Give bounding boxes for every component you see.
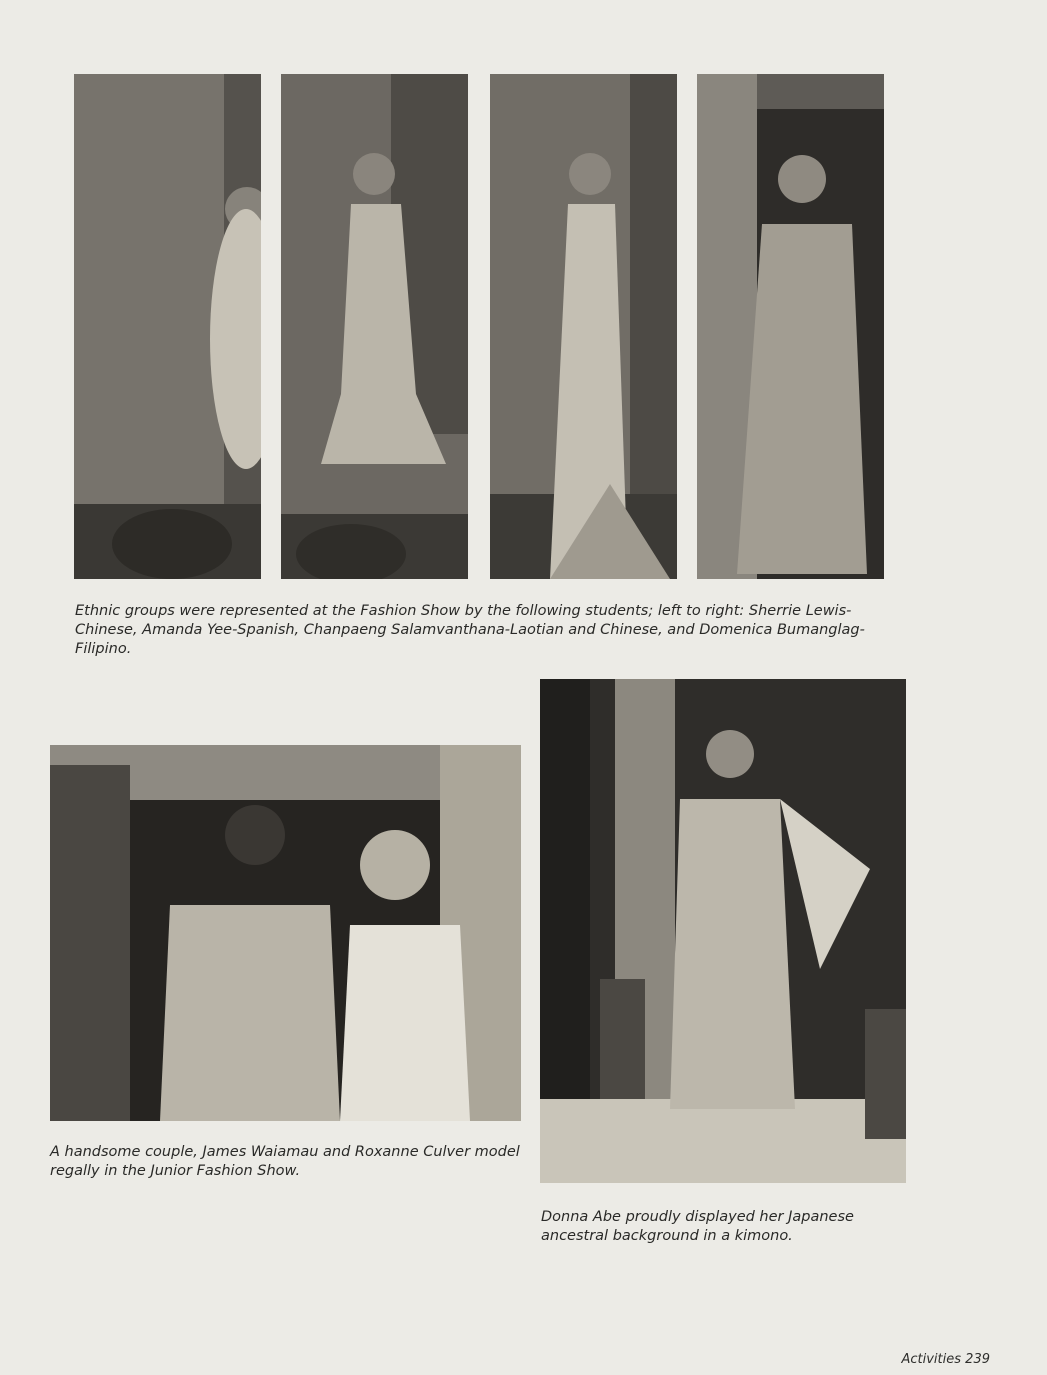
photo-chanpaeng-salamvanthana — [490, 74, 677, 579]
photo-domenica-bumanglag — [697, 74, 884, 579]
couple-caption: A handsome couple, James Waiamau and Roxanne Culver model regally in the Junior Fashion Show. — [50, 1144, 520, 1179]
photo-couple — [50, 745, 521, 1121]
photo-sherrie-lewis — [74, 74, 261, 579]
page-number: 239 — [965, 1352, 990, 1367]
photo-amanda-yee — [281, 74, 468, 579]
section-label: Activities — [901, 1352, 962, 1367]
page-folio — [901, 1352, 990, 1367]
ethnic-groups-caption: Ethnic groups were represented at the Fashion Show by the following students; left to right: Sherrie Lewis-Chinese, Amanda Yee-Spanish, Chanpaeng Salamvanthana-Laotian and Chinese, and Domenica Bumanglag-Filipino. — [75, 603, 865, 657]
photo-kimono — [540, 679, 906, 1183]
kimono-caption: Donna Abe proudly displayed her Japanese ancestral background in a kimono. — [541, 1209, 854, 1244]
